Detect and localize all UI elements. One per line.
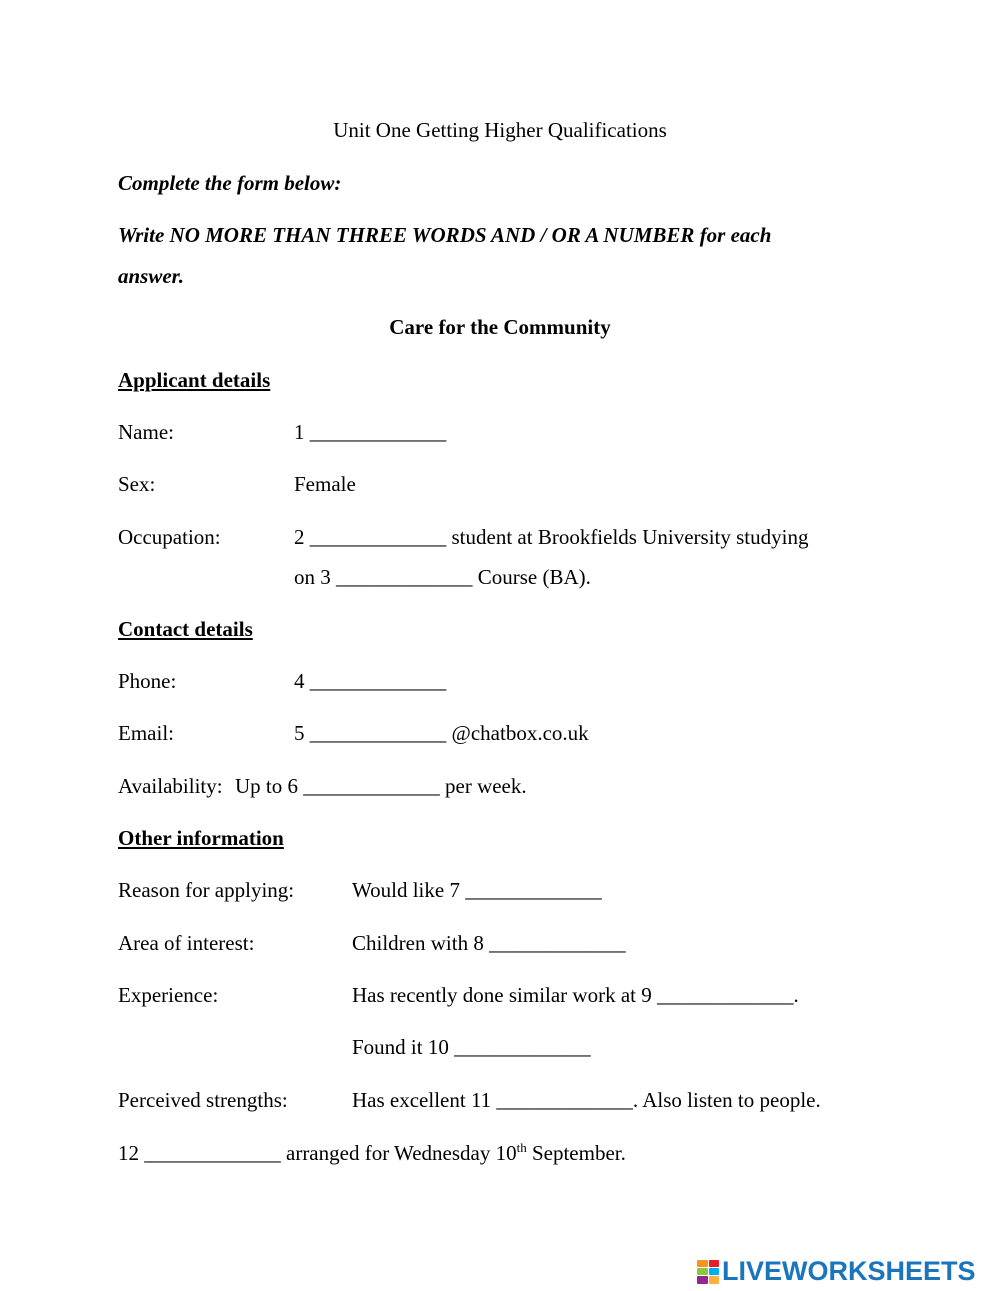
strengths-blank[interactable]: Has excellent 11 _____________. Also listen to people. xyxy=(352,1088,821,1112)
final-line[interactable] xyxy=(118,1140,626,1166)
interest-label: Area of interest: xyxy=(118,931,255,955)
reason-label: Reason for applying: xyxy=(118,878,295,902)
experience-label: Experience: xyxy=(118,983,219,1007)
phone-label: Phone: xyxy=(118,669,177,693)
availability-label: Availability: xyxy=(118,774,223,798)
instruction-word-limit: Write NO MORE THAN THREE WORDS AND / OR A NUMBER for each xyxy=(118,223,772,247)
liveworksheets-logo xyxy=(697,1256,976,1287)
occupation-blank-line2[interactable]: on 3 _____________ Course (BA). xyxy=(294,565,591,589)
name-blank[interactable]: 1 _____________ xyxy=(294,420,447,444)
page-title: Unit One Getting Higher Qualifications xyxy=(333,118,667,142)
final-line-text: 12 _____________ arranged for Wednesday 10 xyxy=(118,1141,517,1165)
final-line-ordinal: th xyxy=(516,1140,527,1155)
name-label: Name: xyxy=(118,420,174,444)
reason-blank[interactable]: Would like 7 _____________ xyxy=(352,878,602,902)
liveworksheets-logo-text: LIVEWORKSHEETS xyxy=(722,1256,976,1286)
contact-details-heading: Contact details xyxy=(118,617,253,641)
experience-blank-2[interactable]: Found it 10 _____________ xyxy=(352,1035,591,1059)
occupation-label: Occupation: xyxy=(118,525,221,549)
final-line-end: September. xyxy=(526,1141,626,1165)
other-information-heading: Other information xyxy=(118,826,284,850)
phone-blank[interactable]: 4 _____________ xyxy=(294,669,447,693)
sex-value: Female xyxy=(294,472,356,496)
email-label: Email: xyxy=(118,721,174,745)
strengths-label: Perceived strengths: xyxy=(118,1088,288,1112)
availability-blank[interactable]: Up to 6 _____________ per week. xyxy=(235,774,527,798)
instruction-complete: Complete the form below: xyxy=(118,171,342,195)
form-title: Care for the Community xyxy=(389,315,611,339)
email-blank[interactable]: 5 _____________ @chatbox.co.uk xyxy=(294,721,589,745)
instruction-word-limit-cont: answer. xyxy=(118,264,184,288)
liveworksheets-logo-icon xyxy=(697,1260,719,1284)
occupation-blank-line1[interactable]: 2 _____________ student at Brookfields University studying xyxy=(294,525,809,549)
applicant-details-heading: Applicant details xyxy=(118,368,271,392)
interest-blank[interactable]: Children with 8 _____________ xyxy=(352,931,626,955)
experience-blank-1[interactable]: Has recently done similar work at 9 _____________. xyxy=(352,983,799,1007)
sex-label: Sex: xyxy=(118,472,156,496)
